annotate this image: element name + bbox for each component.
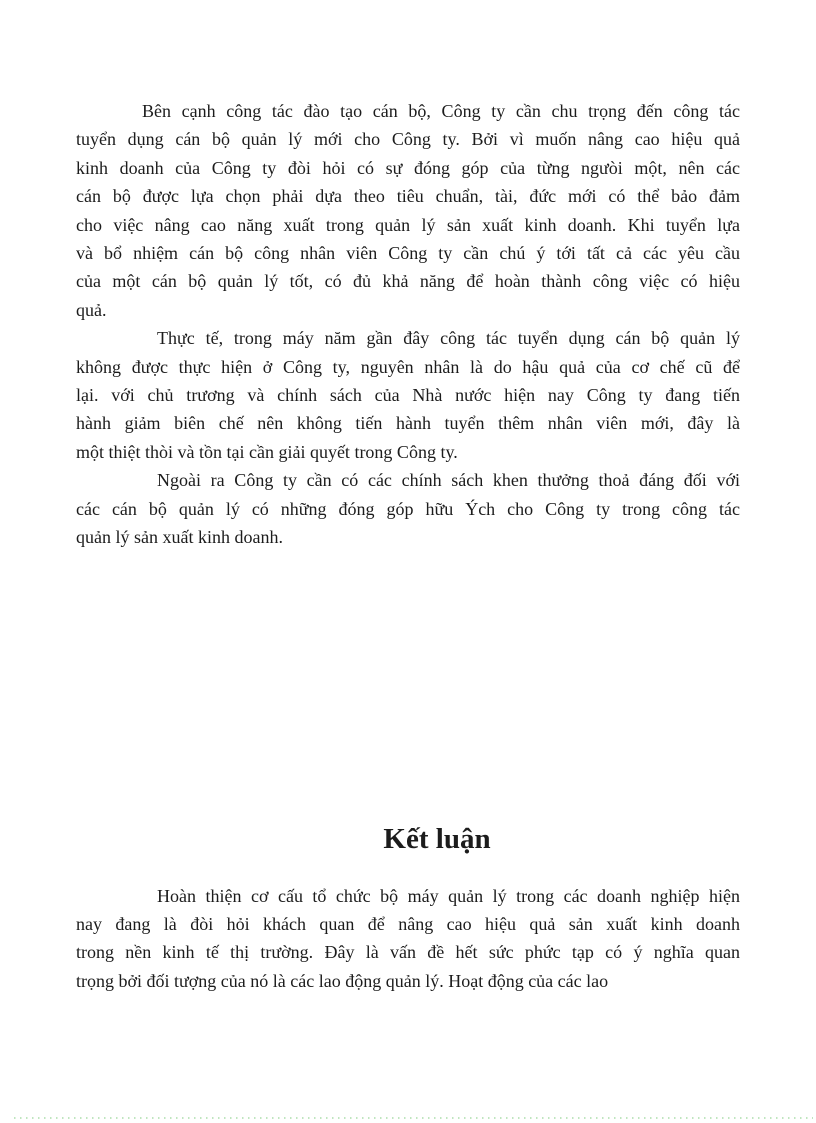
text-line: một thiệt thòi và tồn tại cần giải quyết trong Công ty. bbox=[76, 441, 458, 462]
paragraph-conclusion bbox=[76, 882, 740, 996]
text-line: nay đang là đòi hỏi khách quan để nâng cao hiệu quả sản xuất kinh doanh bbox=[76, 913, 740, 934]
conclusion-heading: Kết luận bbox=[383, 822, 491, 855]
text-line: quản lý sản xuất kinh doanh. bbox=[76, 527, 283, 548]
text-line: trọng bởi đối tượng của nó là các lao động quản lý. Hoạt động của các lao bbox=[76, 970, 609, 991]
paragraph-reality bbox=[76, 324, 740, 466]
text-line: cho việc nâng cao năng xuất trong quản lý sản xuất kinh doanh. Khi tuyển lựa bbox=[76, 214, 740, 235]
text-line: lại. với chủ trương và chính sách của Nhà nước hiện nay Công ty đang tiến bbox=[76, 385, 740, 406]
text-line: Thực tế, trong máy năm gần đây công tác tuyển dụng cán bộ quản lý bbox=[157, 328, 740, 349]
text-line: của một cán bộ quản lý tốt, có đủ khả năng để hoàn thành công việc có hiệu bbox=[76, 271, 740, 292]
text-line: kinh doanh của Công ty đòi hỏi có sự đóng góp của từng ngưòi một, nên các bbox=[76, 157, 740, 178]
text-line: Bên cạnh công tác đào tạo cán bộ, Công ty cần chu trọng đến công tác bbox=[142, 101, 740, 121]
text-line: các cán bộ quản lý có những đóng góp hữu Ých cho Công ty trong công tác bbox=[76, 498, 740, 519]
document-body bbox=[76, 97, 740, 995]
text-line: và bổ nhiệm cán bộ công nhân viên Công ty cần chú ý tới tất cả các yêu cầu bbox=[76, 243, 740, 264]
text-line: trong nền kinh tế thị trường. Đây là vấn đề hết sức phức tạp có ý nghĩa quan bbox=[76, 942, 740, 963]
text-line: cán bộ được lựa chọn phải dựa theo tiêu chuẩn, tài, đức mới có thể bảo đảm bbox=[76, 186, 740, 207]
text-line: Hoàn thiện cơ cấu tổ chức bộ máy quản lý trong các doanh nghiệp hiện bbox=[157, 885, 740, 906]
paragraph-reward-policy bbox=[76, 466, 740, 551]
text-line: không được thực hiện ở Công ty, nguyên nhân là do hậu quả của cơ chế cũ để bbox=[76, 356, 740, 377]
text-line: quả. bbox=[76, 299, 107, 320]
text-line: hành giảm biên chế nên không tiến hành tuyển thêm nhân viên mới, đây là bbox=[76, 413, 740, 434]
page-break-dotted-line bbox=[14, 1117, 813, 1119]
paragraph-recruitment bbox=[76, 97, 740, 324]
text-line: tuyển dụng cán bộ quản lý mới cho Công ty. Bởi vì muốn nâng cao hiệu quả bbox=[76, 129, 740, 150]
text-line: Ngoài ra Công ty cần có các chính sách khen thưởng thoả đáng đối với bbox=[157, 470, 740, 491]
